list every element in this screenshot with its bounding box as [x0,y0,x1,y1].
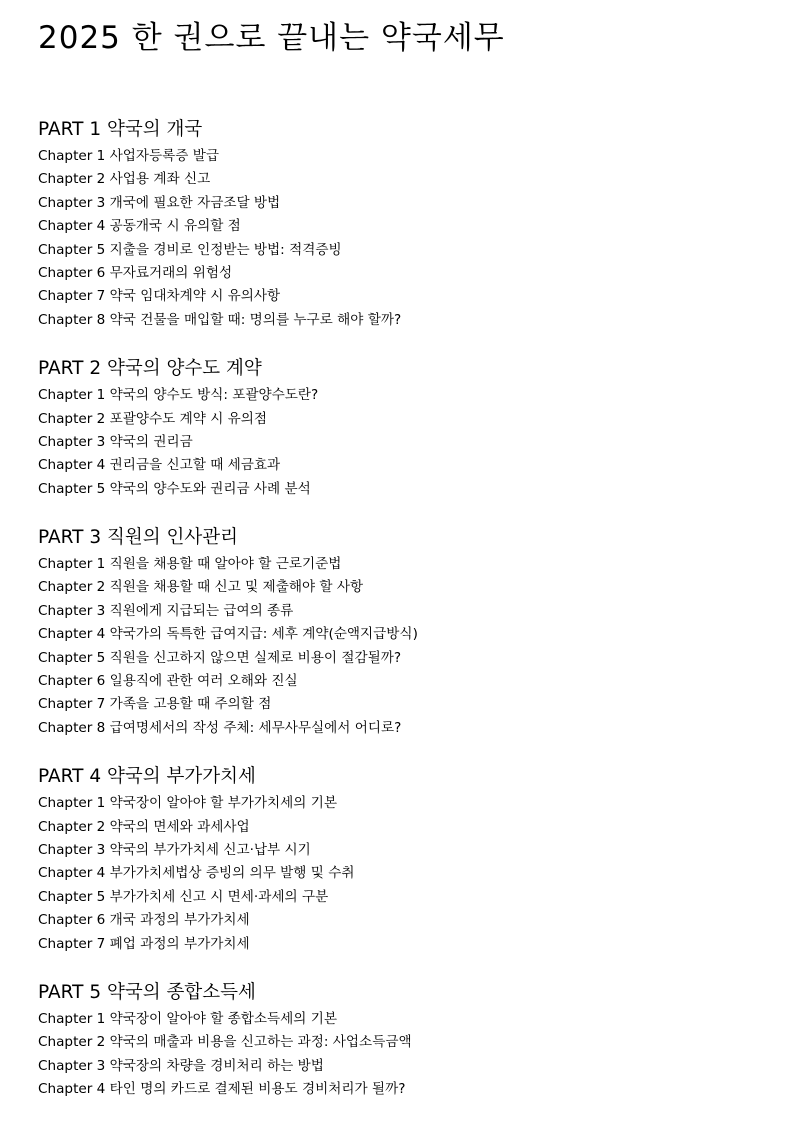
chapter-item: Chapter 8 급여명세서의 작성 주체: 세무사무실에서 어디로? [38,719,402,736]
chapter-item: Chapter 4 공동개국 시 유의할 점 [38,218,241,235]
chapter-item: Chapter 8 약국 건물을 매입할 때: 명의를 누구로 해야 할까? [38,311,402,328]
chapter-item: Chapter 1 사업자등록증 발급 [38,148,220,164]
chapter-item: Chapter 3 직원에게 지급되는 급여의 종류 [38,602,294,619]
chapter-item: Chapter 4 권리금을 신고할 때 세금효과 [38,457,281,474]
chapter-item: Chapter 3 약국장의 차량을 경비처리 하는 방법 [38,1057,324,1074]
chapter-list [38,384,778,501]
chapter-list [38,792,778,956]
chapter-list [38,1008,778,1102]
chapter-item: Chapter 3 개국에 필요한 자금조달 방법 [38,194,281,211]
chapter-item: Chapter 7 가족을 고용할 때 주의할 점 [38,696,272,713]
chapter-item: Chapter 1 직원을 채용할 때 알아야 할 근로기준법 [38,556,342,573]
table-of-contents [38,62,778,1102]
chapter-item: Chapter 1 약국장이 알아야 할 종합소득세의 기본 [38,1010,338,1027]
chapter-item: Chapter 7 폐업 과정의 부가가치세 [38,935,250,952]
part-section [38,354,778,501]
chapter-item: Chapter 2 직원을 채용할 때 신고 및 제출해야 할 사항 [38,579,364,596]
chapter-item: Chapter 4 약국가의 독특한 급여지급: 세후 계약(순액지급방식) [38,626,418,643]
chapter-item: Chapter 5 직원을 신고하지 않으면 실제로 비용이 절감될까? [38,649,402,666]
part-section [38,115,778,332]
document-title: 2025 한 권으로 끝내는 약국세무 [38,20,505,56]
chapter-item: Chapter 6 무자료거래의 위험성 [38,264,233,281]
part-section [38,762,778,956]
chapter-item: Chapter 2 포괄양수도 계약 시 유의점 [38,410,268,427]
document [38,0,778,1124]
chapter-item: Chapter 6 개국 과정의 부가가치세 [38,912,250,929]
chapter-item: Chapter 5 지출을 경비로 인정받는 방법: 적격증빙 [38,241,342,258]
part-section [38,523,778,740]
chapter-item: Chapter 4 타인 명의 카드로 결제된 비용도 경비처리가 될까? [38,1081,406,1098]
chapter-item: Chapter 7 약국 임대차계약 시 유의사항 [38,288,281,305]
part-title: PART 2 약국의 양수도 계약 [38,358,262,380]
part-title: PART 1 약국의 개국 [38,119,203,140]
part-title: PART 3 직원의 인사관리 [38,527,238,549]
chapter-item: Chapter 2 약국의 면세와 과세사업 [38,818,250,835]
chapter-item: Chapter 5 부가가치세 신고 시 면세·과세의 구분 [38,888,329,905]
chapter-list [38,145,778,332]
chapter-item: Chapter 3 약국의 부가가치세 신고·납부 시기 [38,841,311,858]
chapter-item: Chapter 5 약국의 양수도와 권리금 사례 분석 [38,480,311,497]
chapter-item: Chapter 4 부가가치세법상 증빙의 의무 발행 및 수취 [38,865,355,882]
chapter-item: Chapter 2 사업용 계좌 신고 [38,171,211,188]
chapter-list [38,553,778,740]
chapter-item: Chapter 1 약국의 양수도 방식: 포괄양수도란? [38,387,319,404]
chapter-item: Chapter 6 일용직에 관한 여러 오해와 진실 [38,673,298,690]
part-section [38,978,778,1102]
chapter-item: Chapter 2 약국의 매출과 비용을 신고하는 과정: 사업소득금액 [38,1034,412,1051]
part-title: PART 5 약국의 종합소득세 [38,981,256,1003]
chapter-item: Chapter 1 약국장이 알아야 할 부가가치세의 기본 [38,795,338,812]
chapter-item: Chapter 3 약국의 권리금 [38,433,193,450]
part-title: PART 4 약국의 부가가치세 [38,766,256,788]
